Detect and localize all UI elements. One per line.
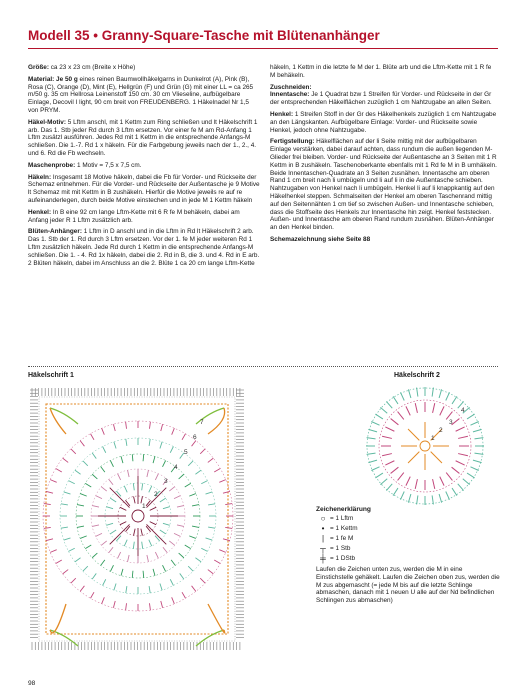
schema-reference: Schemazeichnung siehe Seite 88 [270,235,371,243]
stitch-mark [456,427,465,431]
stitch-mark [161,424,163,431]
stitch-mark [223,491,230,493]
stitch-mark [208,527,215,528]
stitch-mark [149,540,152,546]
stitch-mark [92,553,97,558]
stitch-mark [46,491,53,493]
chart-round-ring [379,400,471,492]
stitch-mark [142,483,143,490]
stitch-mark [147,470,149,477]
stitch-mark [101,487,106,491]
stitch-mark [188,461,193,466]
stitch-mark [408,494,411,503]
paragraph: Fertigstellung: Häkelflächen auf der li Seite mittig mit der aufbügelbaren Einlage verstärken, dabei darauf achten, dass rundum die außen liegenden M-Glieder frei bleiben. Vorder- und Rückseite der Außentasche an 3 Seiten mit 1 R Kettm in B zushäkeln. Taschenoberkante ebenfalls mit 1 Rd fe M in B umhäkeln. Beide Innentaschen-Quadrate an 3 Seiten zusnähen. Innentasche am oberen Rand 1 cm breit nach li umbügeln und li auf li in die Außentasche schieben. Nahtzugaben von Henkel nach li umbügeln. Henkel li auf li knappkantig auf den Häkelhenkel steppen. Schmalseiten der Henkel am oberen Taschenrand mittig auf den Seitennähten 1 cm tief so zwischen Außen- und Innentasche schieben, dass die Stoffseite des Henkels zur Innentasche hin zeigt. Henkel feststecken. Außen- und Innentasche am oberen Rand rundum zusnähen. Blüten-Anhänger an den Henkel binden. [270,138,497,232]
stitch-mark [147,555,149,562]
stitch-mark [71,578,76,583]
stitch-mark [143,571,144,578]
center-ring [132,510,144,522]
paragraph: Henkel: 1 Streifen Stoff in der Gr des Häkelhenkels zuzüglich 1 cm Nahtzugabe an den Längskanten. Aufbügelbare Einlage: Vorder- und Rückseite sowie Henkel, jedoch ohne Nahtzugabe. [270,110,497,134]
stitch-mark [92,506,99,508]
stitch-mark [458,454,468,456]
stitch-mark [44,504,51,505]
stitch-mark [474,453,483,454]
stitch-mark [83,461,88,466]
stitch-mark [149,486,152,492]
stitch-mark [126,526,130,531]
stitch-mark [163,460,166,466]
stitch-mark [214,560,220,564]
round-number: 7 [200,419,204,426]
stitch-mark [124,486,127,492]
stitch-mark [452,488,457,496]
paragraph: Zuschneiden: [270,83,312,91]
stitch-mark [75,470,81,474]
stitch-mark [415,479,417,489]
stitch-mark [103,579,106,585]
stitch-mark [128,555,130,562]
stitch-mark [64,492,71,494]
stitch-mark [192,526,199,527]
round-number: 2 [154,491,158,498]
stitch-mark [83,566,88,571]
stitch-mark [398,473,404,481]
corner-petal [208,408,225,434]
round-number: 4 [461,407,465,414]
stitch-mark [163,523,170,525]
stitch-mark [452,396,457,404]
stitch-mark [192,505,199,506]
stitch-mark [141,529,143,536]
legend-title: Zeichenerklärung [316,506,371,513]
stitch-mark [80,494,87,497]
round-number: 1 [142,503,146,510]
stitch-mark [101,541,106,545]
stitch-mark [132,454,133,461]
stitch-mark [208,504,215,505]
stitch-mark [153,569,155,576]
page-title: Modell 35 • Granny-Square-Tasche mit Blütenanhänger [28,28,380,43]
stitch-mark [92,525,99,527]
paragraph: Blüten-Anhänger: 1 Lftm in D anschl und in die Lftm in Rd lt Häkelschrift 2 arb. Das 1. Stb der 1. Rd durch 3 Lftm ersetzen. Vor der 1. fe M jeder weiteren Rd 1 Lftm zusätzlich häkeln. Jede Rd durch 1 Kettm in die entsprechende Anfangs-M schließen. Die 1. - 4. Rd 1x häkeln, dabei die 2. Rd in B, die 3. und 4. Rd in E arb. 2 Blüten häkeln, dabei im Anschluss an die 2. Blüte 1 ca 20 cm lange Lftm-Kette [28,228,260,267]
corner-petal [50,408,78,424]
stitch-mark [110,565,113,571]
stitch-mark [163,565,166,571]
stitch-mark [170,579,173,585]
stitch-mark [126,439,127,446]
round-orange-outline [46,404,228,634]
instructions-left-column [28,64,260,271]
stitch-mark [103,447,106,453]
stitch-mark [50,480,56,483]
stitch-mark [63,570,69,574]
round-number: 4 [174,464,178,471]
stitch-mark [102,428,105,434]
title-rule [28,48,498,49]
corner-petal [50,408,66,434]
stitch-mark [63,458,69,462]
stitch-mark [146,500,150,505]
stitch-mark [134,497,136,504]
stitch-mark [160,498,166,502]
stitch-mark [185,483,191,487]
stitch-mark [385,427,394,431]
stitch-mark [149,603,150,610]
stitch-mark [452,467,460,473]
stitch-mark [391,419,399,425]
paragraph: Größe: ca 23 x 23 cm (Breite x Höhe) [28,64,136,71]
stitch-mark [446,473,452,481]
stitch-mark [470,467,478,471]
paragraph: Häkeln: Insgesamt 18 Motive häkeln, dabei die Fb für Vorder- und Rückseite der Schemaz entnehmen. Für die Vorder- und Rückseite der Außentasche je 9 Motive lt Schemaz mit mit Kettm in B zushäkeln. Hierfür die Motive jeweils re auf re aufeinanderlegen, durch beide Motive einstechen und in jede M 1 Kettm häkeln [28,173,260,204]
stitch-mark [126,603,127,610]
stitch-mark [415,403,417,413]
stitch-mark [206,538,213,540]
stitch-mark [110,530,116,534]
stitch-mark [179,474,184,479]
stitch-mark [456,461,465,465]
stitch-mark [77,526,84,527]
stitch-mark [50,550,56,553]
stitch-mark [44,527,51,528]
stitch-mark [114,584,116,591]
chain-icon: ○ [320,514,326,524]
stitch-mark [391,467,399,473]
stitch-mark [225,504,232,505]
paragraph: Maschenprobe: 1 Motiv = 7,5 x 7,5 cm. [28,161,142,169]
petal-stitch [408,452,419,463]
slip-stitch-icon: • [321,524,325,534]
stitch-mark [439,389,442,398]
stitch-mark [150,507,156,510]
center-ring [420,441,430,451]
stitch-mark [223,539,230,541]
stitch-mark [110,498,116,502]
stitch-mark [126,500,130,505]
stitch-mark [188,566,193,571]
stitch-mark [169,487,174,491]
stitch-mark [219,550,225,553]
section-divider [28,366,498,367]
stitch-mark [163,547,167,552]
stitch-mark [398,412,404,420]
stitch-mark [91,434,95,440]
stitch-mark [80,536,87,539]
stitch-mark [470,421,478,425]
stitch-mark [69,481,75,484]
stitch-mark [192,586,196,592]
stitch-mark [161,601,163,608]
stitch-mark [133,542,134,549]
stitch-mark [185,545,191,549]
stitch-mark [61,527,68,528]
stitch-mark [393,488,398,496]
round-number: 6 [193,434,197,441]
stitch-mark [182,592,186,598]
stitch-mark [56,469,62,473]
stitch-mark [128,470,130,477]
stitch-mark [118,552,121,558]
chart2-label: Häkelschrift 2 [394,372,440,379]
stitch-mark [463,479,470,485]
stitch-mark [474,438,483,439]
stitch-mark [113,601,115,608]
stitch-mark [174,496,180,499]
stitch-mark [169,541,174,545]
legend-item: ○ = 1 Lftm [316,514,500,524]
stitch-mark [219,480,225,483]
stitch-mark [102,597,105,603]
stitch-mark [385,461,394,465]
stitch-mark [80,441,84,447]
stitch-mark [124,540,127,546]
corner-petal [208,604,225,633]
stitch-mark [149,586,150,593]
stitch-mark [201,548,207,551]
stitch-mark [433,479,435,489]
stitch-mark [113,424,115,431]
stitch-mark [46,539,53,541]
stitch-mark [174,533,180,536]
paragraph: Henkel: In B eine 92 cm lange Lftm-Kette mit 6 R fe M behäkeln, dabei am Anfang jeder R 1 Lftm zusätzlich arb. [28,208,240,224]
stitch-mark [120,507,126,510]
paragraph: häkeln, 1 Kettm in die letzte fe M der 1. Blüte arb und die Lftm-Kette mit 1 R fe M behäkeln. [270,64,492,79]
stitch-mark [114,442,116,449]
stitch-mark [367,453,376,454]
stitch-mark [371,421,379,425]
stitch-mark [177,525,184,527]
stitch-mark [56,560,62,564]
stitch-mark [101,467,105,473]
stitch-mark [126,422,127,429]
stitch-mark [393,396,398,404]
stitch-mark [120,522,126,525]
crochet-chart-1 [28,386,246,654]
stitch-mark [61,504,68,505]
round-number: 3 [164,478,168,485]
stitch-mark [153,456,155,463]
stitch-mark [172,428,175,434]
stitch-mark [458,436,468,438]
stitch-mark [69,548,75,551]
stitch-mark [189,536,196,539]
stitch-mark [192,441,196,447]
stitch-mark [380,479,387,485]
stitch-mark [126,586,127,593]
stitch-mark [408,389,411,398]
round-number: 3 [449,419,453,426]
stitch-mark [92,453,96,459]
stitch-mark [64,538,71,540]
stitch-mark [180,573,184,579]
stitch-mark [77,505,84,506]
stitch-mark [109,479,113,484]
stitch-mark [406,406,410,415]
stitch-mark [106,507,113,509]
stitch-mark [118,474,121,480]
page-number: 98 [28,680,36,687]
stitch-mark [452,419,460,425]
stitch-mark [206,492,213,494]
stitch-mark [109,547,113,552]
stitch-mark [143,454,144,461]
stitch-mark [92,573,96,579]
double-crochet-icon: ┬ [320,544,326,554]
round-number: 5 [184,449,188,456]
stitch-mark [440,406,444,415]
petal-stitch [408,429,419,440]
stitch-mark [440,477,444,486]
crochet-chart-2 [364,384,486,508]
stitch-mark [149,439,150,446]
legend-note: Laufen die Zeichen unten zus, werden die M in eine Einstichstelle gehäkelt. Laufen die Zeichen oben zus, werden die M zus abgemascht (= jede M bis auf die letzte Schlinge abmaschen, danach mit 1 neuen U alle auf der Nd befindlichen Schlingen zus abmaschen) [316,566,500,605]
stitch-mark [189,494,196,497]
stitch-mark [155,474,158,480]
stitch-mark [380,407,387,413]
stitch-mark [146,526,150,531]
paragraph: Material: Je 50 g eines reinen Baumwollhäkelgarns in Dunkelrot (A), Pink (B), Rosa (C), Orange (D), Mint (E), Hellgrün (F) und Grün (G) mit einer LL = ca 265 m/50 g. 35 cm Hellrosa Leinenstoff 150 cm. 30 cm Vlieseline, aufbügelbare Einlage, Decovil I light, 90 cm breit von FREUDENBERG. 1 Häkelnadel Nr 1,5 von PRYM. [28,75,254,114]
treble-crochet-icon: ╪ [320,554,326,564]
stitch-mark [75,558,81,562]
paragraph: Innentasche: Je 1 Quadrat bzw 1 Streifen für Vorder- und Rückseite in der Gr der entsprechenden Häkelflächen zuzüglich 1 cm Nahtzugabe an allen Seiten. [270,91,492,107]
stitch-mark [155,552,158,558]
chart1-label: Häkelschrift 1 [28,372,74,379]
stitch-mark [85,545,91,549]
stitch-mark [179,553,184,558]
stitch-mark [433,403,435,413]
stitch-mark [133,483,134,490]
corner-petal [50,604,66,633]
stitch-mark [367,438,376,439]
stitch-mark [200,578,205,583]
stitch-mark [132,571,133,578]
stitch-mark [214,469,220,473]
stitch-mark [110,460,113,466]
stitch-mark [200,449,205,454]
stitch-mark [195,470,201,474]
stitch-mark [171,560,175,566]
petal-stitch [431,452,442,463]
stitch-mark [208,570,214,574]
stitch-mark [91,592,95,598]
instructions-right-column [270,64,498,248]
stitch-mark [201,481,207,484]
stitch-mark [160,442,162,449]
single-crochet-icon: | [321,534,325,544]
stitch-mark [406,477,410,486]
stitch-mark [163,507,170,509]
stitch-mark [160,584,162,591]
stitch-mark [80,586,84,592]
legend-item: | = 1 fe M [316,534,500,544]
stitch-mark [225,527,232,528]
stitch-mark [134,529,136,536]
stitch-mark [382,454,392,456]
stitch-mark [160,530,166,534]
stitch-mark [85,483,91,487]
legend-item: ╪ = 1 DStb [316,554,500,564]
stitch-mark [96,533,102,536]
round-number: 2 [439,427,443,434]
legend-item: • = 1 Kettm [316,524,500,534]
round-number: 1 [431,435,435,442]
square-outline [39,397,235,641]
stitch-mark [177,506,184,508]
stitch-mark [371,467,379,471]
stitch-mark [382,436,392,438]
stitch-mark [182,434,186,440]
stitch-mark [121,569,123,576]
stitch-mark [439,494,442,503]
stitch-mark [208,458,214,462]
stitch-mark [142,542,143,549]
symbol-legend [316,506,500,605]
stitch-mark [149,422,150,429]
stitch-mark [170,447,173,453]
stitch-mark [71,449,76,454]
stitch-mark [150,522,156,525]
stitch-mark [121,456,123,463]
stitch-mark [96,496,102,499]
stitch-mark [101,560,105,566]
stitch-mark [195,558,201,562]
stitch-mark [92,474,97,479]
legend-item: ┬ = 1 Stb [316,544,500,554]
paragraph: Häkel-Motiv: 5 Lftm anschl, mit 1 Kettm zum Ring schließen und lt Häkelschrift 1 arb. Das 1. Stb jeder Rd durch 3 Lftm ersetzen. Vor einer fe M am Rd-Anfang 1 Lftm zusätzl ausführen. Jedes Rd mit 1 Kettm in die entsprechende Anfangs-M schließen. Die 1.-7. Rd 1 x häkeln. Für die Farbgebung jeweils nach der 1., 2., 4. und 6. Rd die Fb wechseln. [28,118,258,157]
stitch-mark [172,597,175,603]
stitch-mark [106,523,113,525]
